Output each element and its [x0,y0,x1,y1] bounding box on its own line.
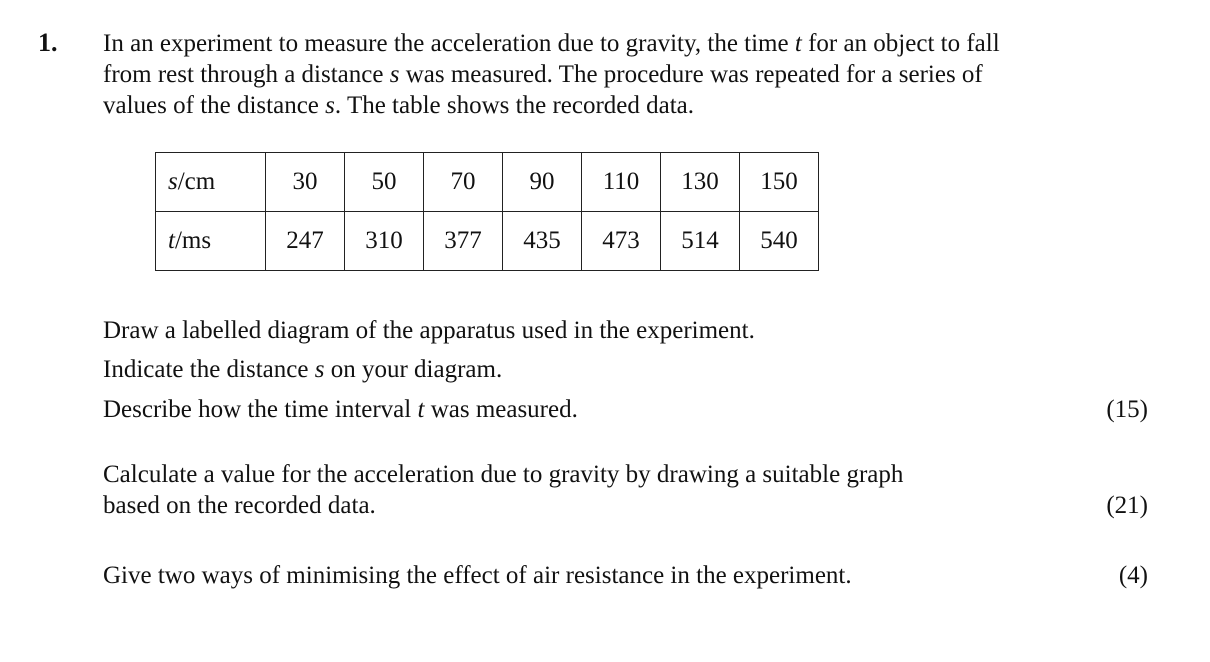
table-row-distance [156,153,819,212]
data-table [155,152,819,271]
table-cell: 435 [503,212,582,271]
task-text: based on the recorded data. [103,492,376,519]
table-row-header [156,153,266,212]
table-cell: 70 [424,153,503,212]
question-intro [103,28,1103,121]
table-cell: 150 [740,153,819,212]
unit-label: /cm [177,168,216,195]
table-cell: 90 [503,153,582,212]
task-text: Calculate a value for the acceleration due to gravity by drawing a suitable graph [103,461,904,488]
task-text: Draw a labelled diagram of the apparatus used in the experiment. [103,317,755,344]
table-cell: 473 [582,212,661,271]
table-cell: 110 [582,153,661,212]
variable-s: s [389,61,400,88]
table-cell: 30 [266,153,345,212]
intro-line-2 [103,59,1103,90]
intro-line-3 [103,90,1103,121]
task-text: was measured. [424,396,578,423]
table-row-header [156,212,266,271]
variable-s: s [168,168,178,195]
unit-label: /ms [174,227,212,254]
task-air-resistance [103,560,1148,591]
table-cell: 540 [740,212,819,271]
task-text: Give two ways of minimising the effect of air resistance in the experiment. [103,562,852,589]
task-line [103,490,1148,521]
intro-text: from rest through a distance [103,61,390,88]
table-row-time [156,212,819,271]
intro-text: values of the distance [103,92,326,119]
table-cell: 130 [661,153,740,212]
variable-t: t [794,30,802,57]
variable-s: s [325,92,335,119]
marks-label: (15) [1106,396,1148,423]
marks-label: (21) [1106,492,1148,519]
table-cell: 310 [345,212,424,271]
task-text: Indicate the distance [103,356,315,383]
table-cell: 377 [424,212,503,271]
intro-text: . The table shows the recorded data. [334,92,695,119]
intro-text: In an experiment to measure the acceleration due to gravity, the time [103,30,795,57]
variable-s: s [314,356,325,383]
task-calculate [103,459,1148,521]
intro-text: for an object to fall [801,30,1000,57]
table-cell: 514 [661,212,740,271]
intro-text: was measured. The procedure was repeated for a series of [399,61,983,88]
task-indicate [103,354,1148,385]
table-cell: 247 [266,212,345,271]
variable-t: t [417,396,425,423]
task-text: Describe how the time interval [103,396,418,423]
variable-t: t [168,227,175,254]
task-describe [103,394,1148,425]
question-number: 1. [38,28,58,57]
task-text: on your diagram. [324,356,503,383]
task-diagram [103,315,1148,346]
table-cell: 50 [345,153,424,212]
intro-line-1 [103,28,1103,59]
marks-label: (4) [1118,562,1148,589]
